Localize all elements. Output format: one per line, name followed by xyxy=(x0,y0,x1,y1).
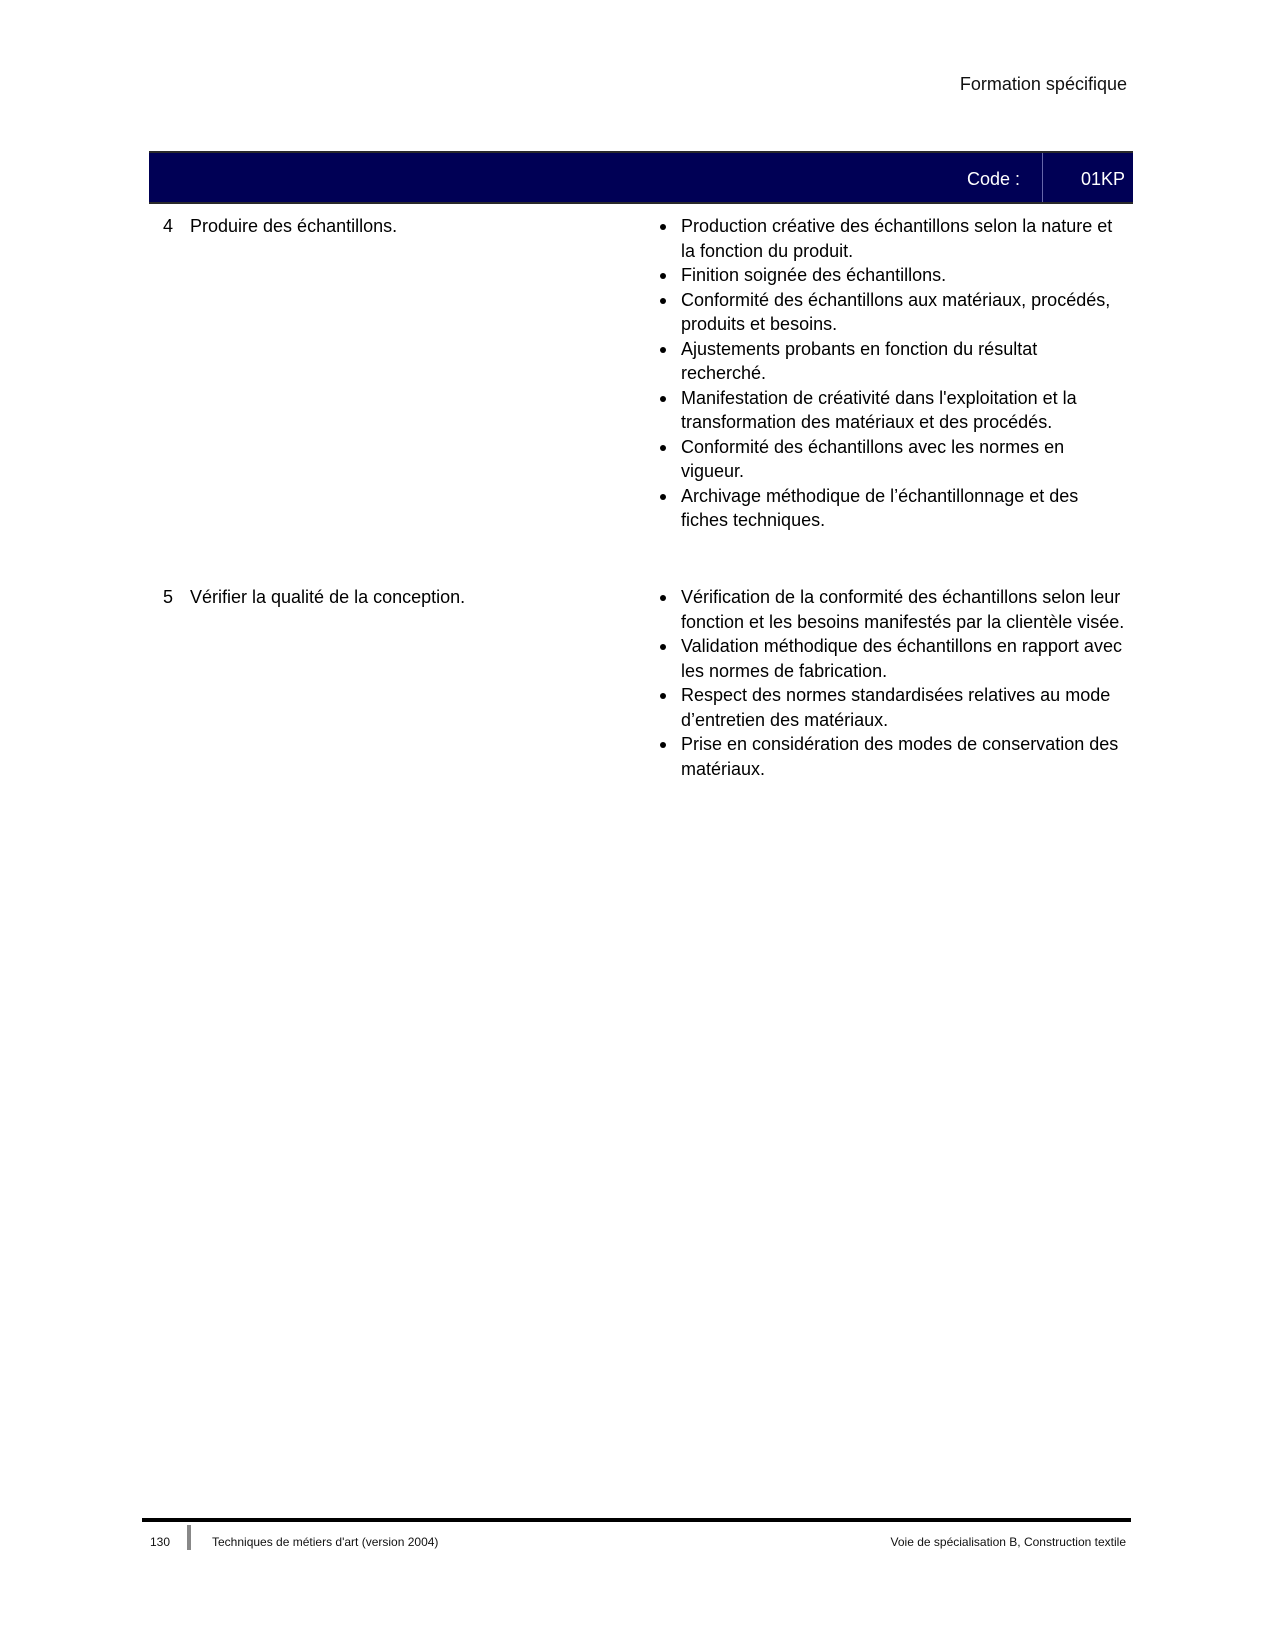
list-item: Prise en considération des modes de conservation des matériaux. xyxy=(657,732,1127,781)
step-number: 5 xyxy=(163,587,174,607)
step-text: Produire des échantillons. xyxy=(190,216,398,236)
footer-specialization: Voie de spécialisation B, Construction textile xyxy=(890,1535,1126,1549)
footer-rule xyxy=(142,1518,1131,1522)
list-item: Validation méthodique des échantillons en rapport avec les normes de fabrication. xyxy=(657,634,1127,683)
code-label: Code : xyxy=(966,169,1020,189)
code-value: 01KP xyxy=(1080,169,1125,189)
list-item: Finition soignée des échantillons. xyxy=(657,263,1127,288)
competency-code-band xyxy=(149,151,1133,204)
performance-criteria-list-step-5 xyxy=(657,585,1127,781)
list-item: Conformité des échantillons aux matériaux, procédés, produits et besoins. xyxy=(657,288,1127,337)
page-number: 130 xyxy=(150,1535,171,1549)
list-item: Conformité des échantillons avec les normes en vigueur. xyxy=(657,435,1127,484)
performance-criteria-list-step-4 xyxy=(657,214,1127,533)
step-4 xyxy=(163,214,643,238)
list-item: Ajustements probants en fonction du résultat recherché. xyxy=(657,337,1127,386)
code-divider xyxy=(1042,153,1043,202)
footer-program-title: Techniques de métiers d'art (version 2004) xyxy=(212,1535,439,1549)
list-item: Vérification de la conformité des échantillons selon leur fonction et les besoins manifestés par la clientèle visée. xyxy=(657,585,1127,634)
step-5 xyxy=(163,585,643,609)
list-item: Production créative des échantillons selon la nature et la fonction du produit. xyxy=(657,214,1127,263)
running-head: Formation spécifique xyxy=(959,74,1127,94)
footer-separator xyxy=(187,1525,191,1550)
list-item: Archivage méthodique de l’échantillonnage et des fiches techniques. xyxy=(657,484,1127,533)
step-text: Vérifier la qualité de la conception. xyxy=(190,587,466,607)
page-footer xyxy=(150,1535,1126,1549)
list-item: Respect des normes standardisées relatives au mode d’entretien des matériaux. xyxy=(657,683,1127,732)
step-number: 4 xyxy=(163,216,174,236)
list-item: Manifestation de créativité dans l'exploitation et la transformation des matériaux et des procédés. xyxy=(657,386,1127,435)
